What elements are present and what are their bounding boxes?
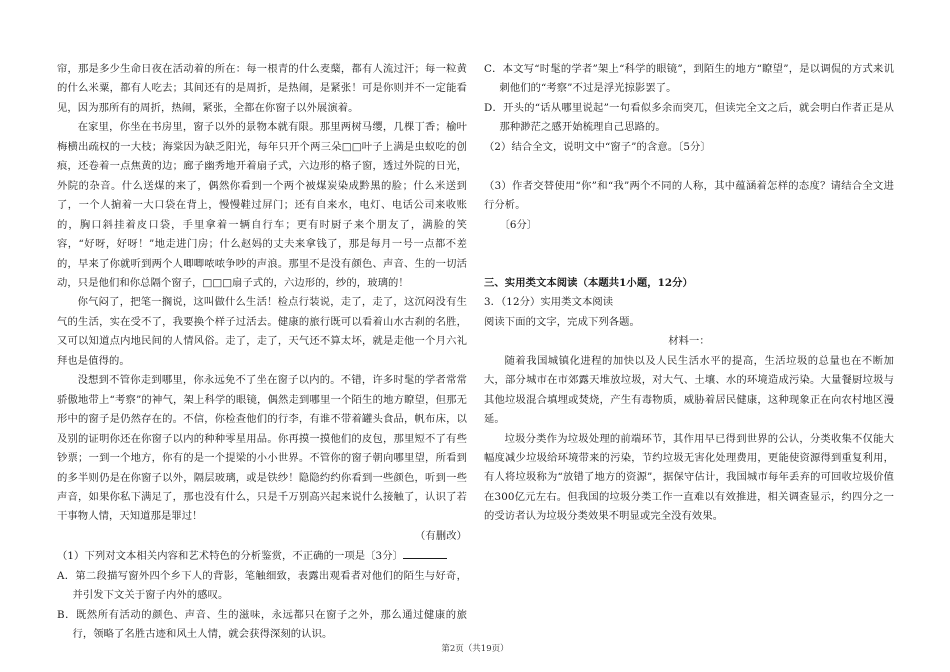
material-title: 材料一： <box>668 335 710 348</box>
section-3-question: 3．（12分）实用类文本阅读 <box>484 296 614 309</box>
section-3-heading: 三、实用类文本阅读（本题共1小题，12分） <box>484 276 693 289</box>
option-b-label: B． <box>57 608 77 621</box>
option-d <box>484 99 894 138</box>
question-1 <box>57 546 467 566</box>
answer-blank[interactable] <box>403 546 447 559</box>
option-b-text: 既然所有活动的颜色、声音、生的滋味，永远都只在窗子之外，那么通过健康的旅行，领略了名胜古迹和风土人情，就会获得深刻的认识。 <box>72 608 467 641</box>
option-a-label: A． <box>57 569 76 582</box>
answer-space <box>484 255 894 274</box>
source-note: （有删改） <box>415 529 467 542</box>
essay-paragraph-1: 帘，那是多少生命日夜在活动着的所在：每一根青的什么麦蘖，都有人流过汗；每一粒黄的什么米粟，都有人吃去；其间还有的是周折，是热闹，是紧张！可是你则并不一定能看见，因为那所有的周折，热闹，紧张，全都在你窗子以外展演着。 <box>57 63 467 114</box>
option-c-text: 本文写“时髦的学者”架上“科学的眼镜”，到陌生的地方“瞭望”，是以调侃的方式来讥刺他们的“考察”不过是浮光掠影罢了。 <box>499 63 894 95</box>
section-3-instruction: 阅读下面的文字，完成下列各题。 <box>484 315 640 328</box>
option-d-text: 开头的“话从哪里说起”一句看似多余而突兀，但读完全文之后，就会明白作者正是从那种渺茫之感开始梳理自己思路的。 <box>499 101 894 134</box>
answer-space <box>484 157 894 176</box>
option-c-label: C． <box>484 63 503 75</box>
question-2: （2）结合全文，说明文中“窗子”的含意。〔5分〕 <box>484 140 711 153</box>
question-3: （3）作者交替使用“你”和“我”两个不同的人称，其中蕴涵着怎样的态度？请结合全文进行分析。 <box>484 179 894 212</box>
option-a <box>57 567 467 606</box>
question-1-text: （1）下列对文本相关内容和艺术特色的分析鉴赏，不正确的一项是〔3分〕 <box>57 550 404 563</box>
option-d-label: D． <box>484 101 504 114</box>
material-paragraph-1: 随着我国城镇化进程的加快以及人民生活水平的提高，生活垃圾的总量也在不断加大，部分城市在市郊露天堆放垃圾，对大气、土壤、水的环境造成污染。大量餐厨垃圾与其他垃圾混合填埋或焚烧，产生有毒物质，威胁着居民健康，这种现象正在向农村地区漫延。 <box>484 354 894 426</box>
option-a-text: 第二段描写窗外四个乡下人的背影，笔触细致，表露出观看者对他们的陌生与好奇，并引发下文关于窗子内外的感叹。 <box>72 569 467 602</box>
essay-paragraph-4: 没想到不管你走到哪里，你永远免不了坐在窗子以内的。不错，许多时髦的学者常常骄傲地带上“考察”的神气，架上科学的眼镜，偶然走到哪里一个陌生的地方瞭望，但那无形中的窗子是仍然存在的。不信，你检查他们的行李，有谁不带着罐头食品，帆布床，以及别的证明你还在你窗子以内的种种零星用品。你再摸一摸他们的皮包，那里短不了有些钞票；一到一个地方，你有的是一个提梁的小小世界。不管你的窗子朝向哪里望，所看到的多半则仍是在你窗子以外，隔层玻璃，或是铁纱！隐隐约约你看到一些颜色，听到一些声音，如果你私下满足了，那也没有什么，只是千万别高兴起来说什么接触了，认识了若干事物人情，天知道那是罪过！ <box>57 374 467 523</box>
essay-paragraph-2: 在家里，你坐在书房里，窗子以外的景物本就有限。那里两树马缨，几棵丁香；榆叶梅横出疏权的一大枝；海棠因为缺乏阳光，每年只开个两三朵□□叶子上满是虫蚁吃的创痕，还卷着一点焦黄的边；廊子幽秀地开着扇子式，六边形的格子窗，透过外院的日光，外院的杂音。什么送煤的来了，偶然你看到一个两个被煤炭染成黔黑的脸；什么米送到了，一个人掮着一大口袋在背上，慢慢鞋过屏门；还有自来水，电灯、电话公司来收账的，胸口斜挂着皮口袋，手里拿着一辆自行车；更有时厨子来个朋友了，满脸的笑容，“好呀，好呀！”地走进门房；什么赵妈的丈夫来拿钱了，那是每月一号一点都不差的，早来了你就听到两个人唧唧哝哝争吵的声浪。那里不是没有颜色、声音、生的一切活动，只是他们和你总隔个窗子，□□□扇子式的，六边形的，纱的，玻璃的！ <box>57 121 467 289</box>
material-paragraph-2: 垃圾分类作为垃圾处理的前端环节，其作用早已得到世界的公认，分类收集不仅能大幅度减少垃圾给环境带来的污染，节约垃圾无害化处理费用，更能使资源得到重复利用，有人将垃圾称为“放错了地方的资源”，据保守估计，我国城市每年丢弃的可回收垃圾价值在300亿元左右。但我国的垃圾分类工作一直难以有效推进，相关调查显示，约四分之一的受访者认为垃圾分类效果不明显或完全没有效果。 <box>484 432 894 523</box>
page-footer: 第2页（共19页） <box>441 644 509 654</box>
left-column <box>57 60 467 645</box>
right-column <box>484 60 894 527</box>
essay-paragraph-3: 你气闷了，把笔一搁说，这叫做什么生活！检点行装说，走了，走了，这沉闷没有生气的生活，实在受不了，我要换个样子过活去。健康的旅行既可以看着山水古刹的名胜，又可以知道点内地民间的人情风俗。走了，走了，天气还不算太坏，就是走他一个月六礼拜也是值得的。 <box>57 296 467 367</box>
option-b <box>57 606 467 645</box>
answer-space <box>484 235 894 254</box>
option-c <box>484 60 894 99</box>
question-3-points: 〔6分〕 <box>499 218 538 231</box>
